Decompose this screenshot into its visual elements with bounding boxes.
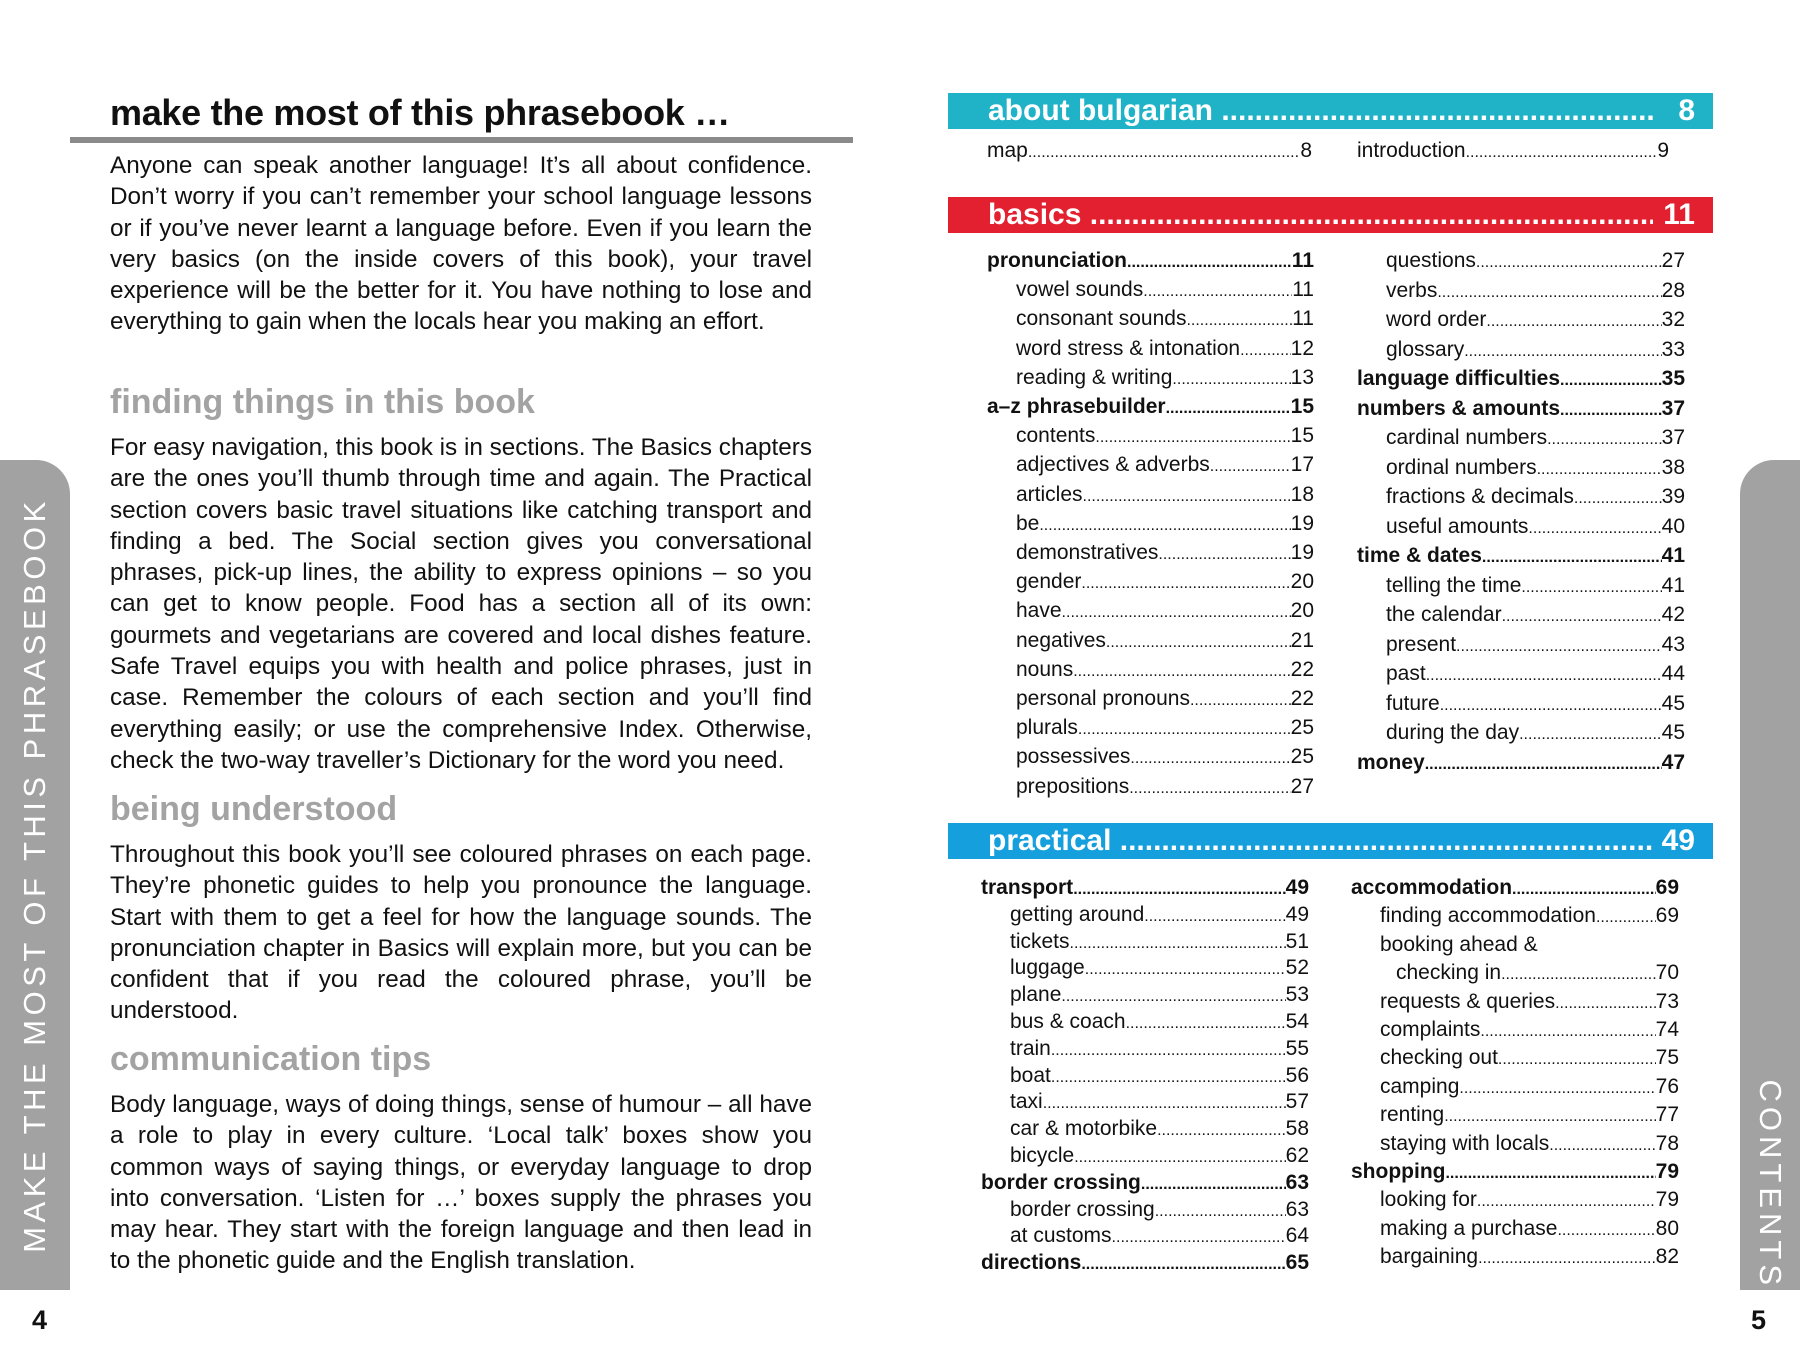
- dot-leader: [1464, 339, 1661, 365]
- toc-entry[interactable]: [1010, 1009, 1309, 1037]
- dot-leader: [1240, 338, 1291, 364]
- toc-entry[interactable]: [1016, 306, 1314, 334]
- dot-leader: [1070, 931, 1286, 957]
- toc-entry-label: verbs: [1386, 278, 1438, 302]
- toc-entry-label: a–z phrasebuilder: [987, 395, 1166, 418]
- toc-entry-page: 82: [1655, 1245, 1679, 1269]
- toc-entry-page: 15: [1290, 395, 1314, 418]
- dot-leader: [1560, 398, 1662, 424]
- toc-entry-label: word order: [1386, 308, 1487, 331]
- section-body: Throughout this book you’ll see coloured phrases on each page. They’re phonetic guides to help you pronounce the language. Start with them to get a feel for how the language sounds. The pronunciation chapter in Basics will explain more, but you can be confident that if you read the coloured phrase, you’ll be understood.: [110, 841, 812, 1025]
- toc-entry-page: 54: [1285, 1010, 1309, 1033]
- toc-entry-label: staying with locals: [1380, 1131, 1550, 1155]
- toc-entry-page: 65: [1285, 1251, 1309, 1275]
- toc-entry-label: demonstratives: [1016, 541, 1159, 564]
- dot-leader: [1112, 1225, 1286, 1251]
- toc-entry-page: 19: [1290, 541, 1314, 564]
- toc-entry[interactable]: [1357, 543, 1685, 571]
- toc-entry-label: looking for: [1380, 1188, 1477, 1212]
- dot-leader: [1172, 367, 1290, 393]
- toc-entry-page: 27: [1290, 774, 1314, 798]
- toc-entry[interactable]: [1380, 1244, 1679, 1272]
- toc-entry-page: 35: [1661, 367, 1685, 390]
- toc-entry-page: 11: [1292, 278, 1314, 302]
- toc-entry[interactable]: [1010, 1063, 1309, 1091]
- band-page-number: 11: [1663, 198, 1695, 231]
- toc-entry-page: 56: [1285, 1063, 1309, 1087]
- toc-entry-page: 9: [1657, 139, 1669, 162]
- toc-entry-page: 39: [1661, 485, 1685, 508]
- dot-leader: [1043, 1091, 1286, 1117]
- dot-leader: [1444, 1104, 1655, 1130]
- toc-entry[interactable]: [1380, 1074, 1679, 1102]
- dot-leader: [1480, 1019, 1655, 1045]
- toc-entry[interactable]: [1357, 750, 1685, 778]
- toc-entry[interactable]: [1016, 482, 1314, 510]
- dot-leader: [1440, 693, 1662, 719]
- toc-entry[interactable]: [1016, 336, 1314, 364]
- toc-entry-label: border crossing: [981, 1170, 1141, 1194]
- dot-leader: [1141, 1172, 1286, 1198]
- dot-leader: [1519, 722, 1662, 748]
- contents-section-band[interactable]: [948, 823, 1713, 859]
- toc-entry[interactable]: [1351, 1159, 1679, 1187]
- toc-entry-label: have: [1016, 599, 1062, 623]
- toc-entry[interactable]: [1010, 1116, 1309, 1144]
- toc-entry-label: booking ahead &: [1380, 932, 1538, 956]
- toc-entry-page: 55: [1285, 1036, 1309, 1060]
- dot-leader: [1106, 630, 1291, 656]
- toc-entry-page: 69: [1655, 904, 1679, 928]
- dot-leader: [1574, 486, 1662, 512]
- toc-entry[interactable]: [1016, 715, 1314, 743]
- toc-entry-page: 49: [1285, 902, 1309, 926]
- toc-entry[interactable]: [1016, 657, 1314, 685]
- dot-leader: [1143, 279, 1292, 305]
- dot-leader: [1425, 752, 1662, 778]
- dot-leader: [1061, 984, 1285, 1010]
- toc-entry-label: fractions & decimals: [1386, 485, 1574, 508]
- toc-entry[interactable]: [1351, 875, 1679, 903]
- dot-leader: [1476, 250, 1662, 276]
- toc-entry[interactable]: [1380, 1187, 1679, 1215]
- dot-leader: [1039, 513, 1290, 539]
- toc-entry-page: 77: [1655, 1103, 1679, 1127]
- dot-leader: [1028, 140, 1300, 166]
- toc-entry-page: 11: [1292, 307, 1314, 331]
- toc-entry-label: car & motorbike: [1010, 1117, 1158, 1141]
- toc-entry-page: 22: [1290, 687, 1314, 710]
- toc-entry-page: 62: [1285, 1144, 1309, 1167]
- toc-entry-page: 76: [1655, 1074, 1679, 1098]
- toc-entry[interactable]: [1386, 484, 1685, 512]
- toc-entry-label: renting: [1380, 1103, 1445, 1127]
- toc-entry-page: 79: [1655, 1160, 1679, 1183]
- toc-entry-page: 43: [1661, 632, 1685, 656]
- toc-entry-page: 69: [1655, 876, 1679, 899]
- toc-entry[interactable]: [1380, 903, 1679, 931]
- toc-entry[interactable]: [1016, 511, 1314, 539]
- toc-entry[interactable]: [1010, 902, 1309, 930]
- dot-leader: [1155, 1199, 1286, 1225]
- toc-entry-label: at customs: [1010, 1224, 1112, 1248]
- band-title: basics .....: [988, 197, 1653, 233]
- dot-leader: [1074, 1145, 1285, 1171]
- toc-entry-page: 25: [1290, 716, 1314, 740]
- toc-entry-page: 42: [1661, 603, 1685, 626]
- toc-entry-label: prepositions: [1016, 774, 1130, 798]
- toc-entry[interactable]: [1016, 569, 1314, 597]
- toc-entry-label: adjectives & adverbs: [1016, 453, 1210, 477]
- dot-leader: [1498, 1047, 1656, 1073]
- toc-entry[interactable]: [1010, 1223, 1309, 1251]
- dot-leader: [1095, 425, 1290, 451]
- toc-entry-page: 78: [1655, 1131, 1679, 1155]
- dot-leader: [1501, 962, 1656, 988]
- toc-entry-page: 80: [1655, 1216, 1679, 1240]
- dot-leader: [1596, 905, 1656, 931]
- toc-entry[interactable]: [1010, 982, 1309, 1010]
- contents-section-band[interactable]: [948, 197, 1713, 233]
- toc-entry[interactable]: [1380, 1131, 1679, 1159]
- toc-entry[interactable]: [1016, 365, 1314, 393]
- toc-entry-page: 20: [1290, 599, 1314, 623]
- page-number: 5: [1751, 1305, 1767, 1335]
- toc-entry[interactable]: [1386, 307, 1685, 335]
- page-number: 4: [32, 1305, 48, 1335]
- toc-entry-page: 17: [1290, 453, 1314, 477]
- dot-leader: [1166, 396, 1291, 422]
- dot-leader: [1456, 634, 1662, 660]
- toc-entry-page: 21: [1290, 628, 1314, 652]
- toc-entry-page: 37: [1661, 396, 1685, 420]
- toc-entry-label: useful amounts: [1386, 514, 1529, 538]
- toc-entry-page: 52: [1285, 956, 1309, 980]
- dot-leader: [1190, 688, 1291, 714]
- toc-entry-page: 44: [1661, 662, 1685, 685]
- toc-entry-page: 51: [1285, 929, 1309, 953]
- toc-entry-label: checking out: [1380, 1046, 1498, 1070]
- toc-entry[interactable]: [987, 248, 1314, 276]
- dot-leader: [1083, 484, 1291, 510]
- toc-entry[interactable]: [1386, 661, 1685, 689]
- toc-entry-label: camping: [1380, 1074, 1460, 1098]
- toc-entry-label: map: [987, 139, 1028, 162]
- toc-entry-label: numbers & amounts: [1357, 396, 1561, 420]
- toc-entry-label: glossary: [1386, 337, 1465, 361]
- toc-entry-label: be: [1016, 511, 1040, 535]
- section-heading: finding things in this book: [110, 383, 535, 421]
- toc-entry[interactable]: [1016, 277, 1314, 305]
- dot-leader: [1477, 1189, 1656, 1215]
- dot-leader: [1528, 516, 1661, 542]
- toc-entry-label: negatives: [1016, 628, 1106, 652]
- toc-entry[interactable]: [1016, 423, 1314, 451]
- toc-entry-label: reading & writing: [1016, 365, 1173, 389]
- toc-entry-label: cardinal numbers: [1386, 426, 1548, 449]
- toc-entry-page: 33: [1661, 337, 1685, 361]
- toc-entry[interactable]: [987, 138, 1312, 166]
- toc-entry-page: 40: [1661, 514, 1685, 538]
- toc-entry[interactable]: [1386, 455, 1685, 483]
- dot-leader: [1537, 457, 1662, 483]
- toc-entry-label: present: [1386, 632, 1457, 656]
- toc-entry-page: 64: [1285, 1224, 1309, 1248]
- toc-entry-label: pronunciation: [987, 249, 1127, 272]
- toc-entry-label: introduction: [1357, 139, 1466, 162]
- toc-entry-page: 18: [1290, 482, 1314, 506]
- toc-entry-label: checking in: [1396, 961, 1502, 985]
- dot-leader: [1502, 604, 1662, 630]
- toc-entry[interactable]: [1010, 1197, 1309, 1225]
- toc-entry[interactable]: [1396, 960, 1679, 988]
- toc-entry[interactable]: [1380, 932, 1679, 958]
- toc-entry-page: 25: [1290, 745, 1314, 769]
- toc-entry[interactable]: [1010, 1036, 1309, 1064]
- toc-entry-page: 11: [1291, 249, 1314, 272]
- toc-entry[interactable]: [1016, 744, 1314, 772]
- contents-section-band[interactable]: [948, 93, 1713, 129]
- toc-entry[interactable]: [1010, 929, 1309, 957]
- contents-side-tab: [1740, 460, 1800, 1290]
- dot-leader: [1486, 309, 1661, 335]
- toc-entry-page: 63: [1285, 1197, 1309, 1221]
- dot-leader: [1437, 280, 1661, 306]
- side-tab-label: MAKE THE MOST OF THIS PHRASEBOOK: [17, 497, 52, 1253]
- toc-entry-page: 49: [1285, 876, 1309, 899]
- dot-leader: [1210, 454, 1291, 480]
- toc-entry[interactable]: [1386, 337, 1685, 365]
- toc-entry-label: personal pronouns: [1016, 687, 1190, 710]
- toc-entry-label: bus & coach: [1010, 1010, 1126, 1033]
- toc-entry[interactable]: [1016, 452, 1314, 480]
- toc-entry-page: 19: [1290, 511, 1314, 535]
- dot-leader: [1051, 1038, 1286, 1064]
- toc-entry-label: finding accommodation: [1380, 904, 1596, 928]
- toc-entry[interactable]: [981, 1170, 1309, 1198]
- toc-entry-page: 41: [1661, 573, 1685, 597]
- toc-entry-page: 28: [1661, 278, 1685, 302]
- toc-entry[interactable]: [1357, 138, 1669, 166]
- dot-leader: [1186, 308, 1292, 334]
- toc-entry-label: the calendar: [1386, 603, 1502, 626]
- dot-leader: [1560, 368, 1662, 394]
- toc-entry-label: taxi: [1010, 1090, 1043, 1114]
- toc-entry-label: shopping: [1351, 1160, 1446, 1183]
- toc-entry[interactable]: [1016, 686, 1314, 714]
- toc-entry[interactable]: [1386, 278, 1685, 306]
- toc-entry-label: boat: [1010, 1063, 1051, 1087]
- toc-entry-label: tickets: [1010, 929, 1070, 953]
- toc-entry[interactable]: [1380, 1102, 1679, 1130]
- toc-entry-page: 45: [1661, 721, 1685, 744]
- toc-entry-page: 20: [1290, 570, 1314, 594]
- side-tab-label: CONTENTS: [1753, 1079, 1788, 1290]
- dot-leader: [1078, 717, 1291, 743]
- toc-entry-page: 15: [1290, 424, 1314, 448]
- toc-entry-label: consonant sounds: [1016, 307, 1187, 331]
- toc-entry-label: questions: [1386, 249, 1476, 272]
- dot-leader: [1051, 1065, 1286, 1091]
- section-body: Body language, ways of doing things, sense of humour – all have a role to play in every culture. ‘Local talk’ boxes show you common ways of saying things, or everyday language to drop into conversation. ‘Listen for …’ boxes supply the phrases you may hear. They start with the foreign language and then lead in to the phonetic guide and the English translation.: [110, 1091, 812, 1275]
- dot-leader: [1073, 877, 1285, 903]
- toc-entry-page: 75: [1655, 1046, 1679, 1070]
- toc-entry[interactable]: [987, 394, 1314, 422]
- dot-leader: [1130, 746, 1290, 772]
- toc-entry[interactable]: [1016, 598, 1314, 626]
- toc-entry-label: future: [1386, 691, 1440, 715]
- toc-entry[interactable]: [1010, 1143, 1309, 1171]
- toc-entry[interactable]: [1010, 1089, 1309, 1117]
- toc-entry-label: border crossing: [1010, 1197, 1155, 1221]
- toc-entry-page: 8: [1300, 139, 1312, 162]
- toc-entry[interactable]: [1380, 989, 1679, 1017]
- dot-leader: [1459, 1076, 1655, 1102]
- dot-leader: [1158, 542, 1290, 568]
- intro-paragraph: Anyone can speak another language! It’s all about confidence. Don’t worry if you can’t remember your school language lessons or if you’ve never learnt a language before. Even if you learn the very basics (on the inside covers of this book), your travel experience will be the better for it. You have nothing to lose and everything to gain when the locals hear you making an effort.: [110, 152, 812, 336]
- toc-entry[interactable]: [1386, 425, 1685, 453]
- toc-entry-label: getting around: [1010, 902, 1145, 926]
- toc-entry-label: nouns: [1016, 657, 1074, 681]
- toc-entry-page: 41: [1661, 544, 1685, 567]
- dot-leader: [1547, 427, 1662, 453]
- band-title: practical .....: [988, 823, 1653, 859]
- dot-leader: [1445, 1161, 1655, 1187]
- toc-entry[interactable]: [1357, 396, 1685, 424]
- toc-entry[interactable]: [1386, 573, 1685, 601]
- section-heading: being understood: [110, 790, 398, 828]
- toc-entry-label: complaints: [1380, 1018, 1481, 1041]
- toc-entry-page: 27: [1661, 249, 1685, 272]
- toc-entry[interactable]: [1357, 366, 1685, 394]
- toc-entry-page: 63: [1285, 1170, 1309, 1194]
- dot-leader: [1466, 140, 1658, 166]
- toc-entry-page: 57: [1285, 1090, 1309, 1114]
- toc-entry-page: 12: [1290, 336, 1314, 360]
- toc-entry-page: 13: [1290, 365, 1314, 389]
- toc-entry-label: time & dates: [1357, 544, 1482, 567]
- toc-entry-page: 79: [1655, 1188, 1679, 1212]
- toc-entry-page: 38: [1661, 455, 1685, 479]
- toc-entry[interactable]: [1016, 540, 1314, 568]
- toc-entry-page: 73: [1655, 989, 1679, 1013]
- toc-entry-label: train: [1010, 1036, 1051, 1060]
- toc-entry-label: ordinal numbers: [1386, 455, 1537, 479]
- dot-leader: [1512, 877, 1656, 903]
- toc-entry-page: 70: [1655, 961, 1679, 985]
- toc-entry-label: during the day: [1386, 721, 1520, 744]
- toc-entry-label: vowel sounds: [1016, 278, 1144, 302]
- toc-entry-label: telling the time: [1386, 573, 1522, 597]
- toc-entry-label: contents: [1016, 424, 1096, 448]
- toc-entry-label: past: [1386, 662, 1426, 685]
- toc-entry[interactable]: [1386, 691, 1685, 719]
- band-title: about bulgarian .....: [988, 93, 1653, 129]
- toc-entry-label: bargaining: [1380, 1245, 1479, 1269]
- toc-entry-label: plane: [1010, 983, 1062, 1007]
- toc-entry[interactable]: [1380, 1017, 1679, 1045]
- toc-entry[interactable]: [1386, 514, 1685, 542]
- page-title: make the most of this phrasebook …: [110, 92, 730, 133]
- toc-entry-label: luggage: [1010, 956, 1085, 980]
- toc-entry-label: word stress & intonation: [1016, 336, 1241, 360]
- toc-entry[interactable]: [1386, 248, 1685, 276]
- toc-entry[interactable]: [1016, 774, 1314, 802]
- dot-leader: [1426, 663, 1662, 689]
- toc-entry-page: 47: [1661, 750, 1685, 774]
- toc-entry[interactable]: [1010, 955, 1309, 983]
- toc-entry[interactable]: [1386, 602, 1685, 630]
- toc-entry-page: 37: [1661, 426, 1685, 449]
- dot-leader: [1129, 776, 1290, 802]
- toc-entry-label: transport: [981, 876, 1074, 899]
- dot-leader: [1144, 904, 1285, 930]
- toc-entry-label: requests & queries: [1380, 989, 1556, 1013]
- title-divider: [70, 137, 853, 143]
- section-body: For easy navigation, this book is in sections. The Basics chapters are the ones you’ll thumb through time and again. The Practical section covers basic travel situations like catching transport and finding a bed. The Social section gives you conversational phrases, pick-up lines, the ability to express opinions – so you can get to know people. Food has a section all of its own: gourmets and vegetarians are covered and local dishes feature. Safe Travel equips you with health and police phrases, just in case. Remember the colours of each section and you’ll find everything easily; or use the comprehensive Index. Otherwise, check the two-way traveller’s Dictionary for the word you need.: [110, 434, 812, 774]
- dot-leader: [1555, 991, 1656, 1017]
- band-page-number: 8: [1678, 94, 1695, 127]
- dot-leader: [1081, 571, 1290, 597]
- toc-entry[interactable]: [981, 1250, 1309, 1278]
- toc-entry[interactable]: [1386, 632, 1685, 660]
- toc-entry-page: 32: [1661, 308, 1685, 331]
- toc-entry[interactable]: [1380, 1045, 1679, 1073]
- dot-leader: [1549, 1133, 1655, 1159]
- toc-entry-label: money: [1357, 750, 1425, 774]
- toc-entry-label: making a purchase: [1380, 1216, 1558, 1240]
- toc-entry[interactable]: [1380, 1216, 1679, 1244]
- toc-entry-page: 58: [1285, 1117, 1309, 1141]
- dot-leader: [1062, 600, 1291, 626]
- toc-entry-label: directions: [981, 1251, 1082, 1275]
- toc-entry-page: 74: [1655, 1018, 1679, 1041]
- toc-entry[interactable]: [1016, 628, 1314, 656]
- dot-leader: [1073, 659, 1290, 685]
- band-page-number: 49: [1661, 824, 1695, 857]
- toc-entry-label: gender: [1016, 570, 1082, 594]
- toc-entry-page: 45: [1661, 691, 1685, 715]
- toc-entry-label: plurals: [1016, 716, 1078, 740]
- toc-entry-label: bicycle: [1010, 1144, 1075, 1167]
- toc-entry-label: articles: [1016, 482, 1083, 506]
- toc-entry[interactable]: [1386, 720, 1685, 748]
- dot-leader: [1521, 575, 1661, 601]
- dot-leader: [1081, 1252, 1285, 1278]
- toc-entry-page: 22: [1290, 657, 1314, 681]
- toc-entry-label: possessives: [1016, 745, 1131, 769]
- toc-entry[interactable]: [981, 875, 1309, 903]
- toc-entry-label: accommodation: [1351, 876, 1513, 899]
- dot-leader: [1085, 957, 1286, 983]
- dot-leader: [1157, 1118, 1286, 1144]
- section-heading: communication tips: [110, 1040, 432, 1078]
- dot-leader: [1127, 250, 1292, 276]
- toc-entry-label: language difficulties: [1357, 367, 1561, 390]
- dot-leader: [1557, 1218, 1655, 1244]
- toc-entry-page: 53: [1285, 983, 1309, 1007]
- dot-leader: [1482, 545, 1662, 571]
- section-side-tab: [0, 460, 70, 1290]
- dot-leader: [1126, 1011, 1286, 1037]
- dot-leader: [1478, 1246, 1656, 1272]
